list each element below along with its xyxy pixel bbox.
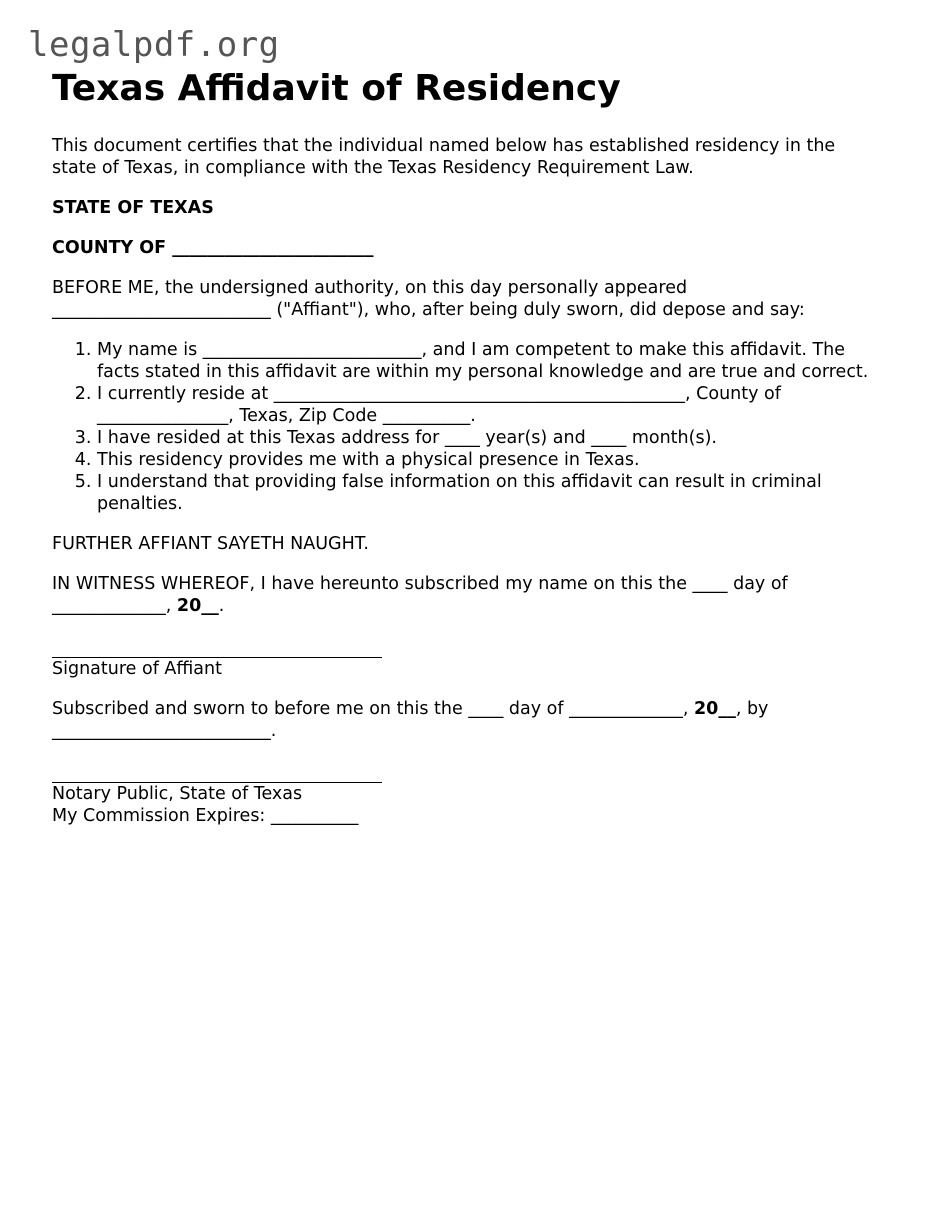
list-item: 5. I understand that providing false information on this affidavit can result in criminal penalties.	[97, 471, 882, 515]
document-title: Texas Affidavit of Residency	[52, 68, 621, 109]
list-item: 1. My name is _________________________, and I am competent to make this affidavit. The facts stated in this affidavit are within my personal knowledge and are true and correct.	[97, 339, 882, 383]
intro-paragraph: This document certifies that the individual named below has established residency in the state of Texas, in compliance with the Texas Residency Requirement Law.	[52, 136, 836, 178]
state-heading: STATE OF TEXAS	[52, 198, 214, 218]
subscribed-paragraph	[52, 698, 882, 742]
list-item: 3. I have resided at this Texas address for ____ year(s) and ____ month(s).	[97, 427, 882, 449]
affiant-signature-line	[52, 645, 382, 658]
affiant-signature-label: Signature of Affiant	[52, 659, 222, 679]
subscribed-end: , by _________________________.	[52, 699, 769, 741]
witness-year: 20__	[176, 596, 219, 616]
witness-paragraph	[52, 573, 882, 617]
subscribed-year: 20__	[693, 699, 736, 719]
notary-signature-line	[52, 770, 382, 783]
list-item: 2. I currently reside at _______________________________________________, County of _______________, Texas, Zip Code __________.	[97, 383, 882, 427]
subscribed-text: Subscribed and sworn to before me on this the ____ day of _____________,	[52, 699, 694, 719]
further-affiant-line: FURTHER AFFIANT SAYETH NAUGHT.	[52, 534, 369, 554]
before-me-paragraph: BEFORE ME, the undersigned authority, on this day personally appeared _________________________ ("Affiant"), who, after being duly sworn, did depose and say:	[52, 278, 805, 320]
document-page	[52, 68, 882, 827]
witness-end: .	[218, 596, 225, 616]
statement-list	[52, 339, 882, 515]
witness-text: IN WITNESS WHEREOF, I have hereunto subscribed my name on this the ____ day of _____________,	[52, 574, 788, 616]
list-item: 4. This residency provides me with a physical presence in Texas.	[97, 449, 882, 471]
county-heading: COUNTY OF _______________________	[52, 238, 374, 258]
notary-label: Notary Public, State of Texas	[52, 784, 303, 804]
watermark-logo: legalpdf.org	[28, 25, 280, 65]
commission-expires: My Commission Expires: __________	[52, 806, 359, 826]
